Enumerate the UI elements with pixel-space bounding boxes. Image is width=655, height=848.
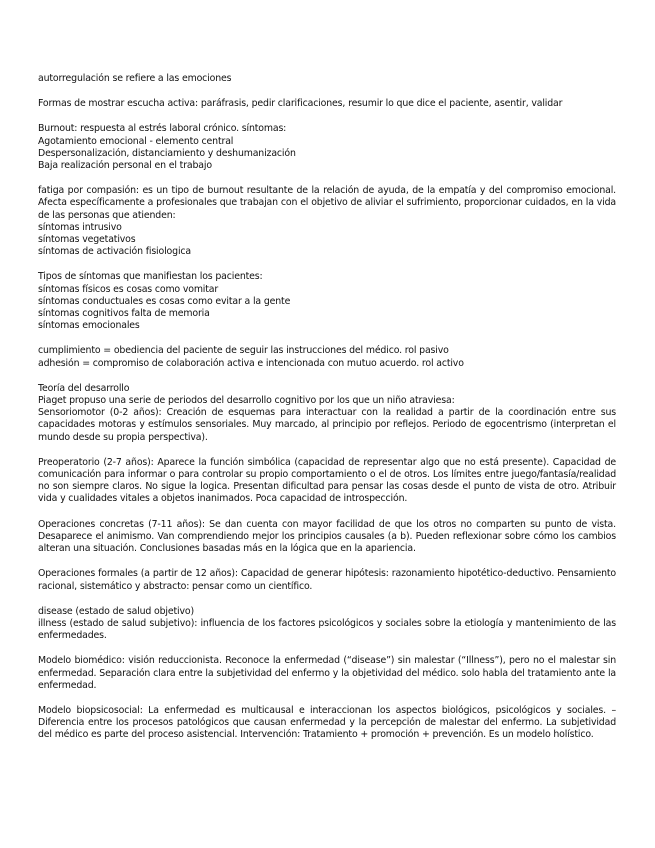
- paragraph-burnout: [38, 123, 616, 172]
- paragraph-tipos-sintomas: [38, 271, 616, 332]
- paragraph-preoperatorio: Preoperatorio (2-7 años): Aparece la función simbólica (capacidad de representar algo que no está presente). Capacidad de comunicación para informar o para controlar su propio comportamiento o el de otros. Los límites entre juego/fantasía/realidad no son siempre claros. No sigue la logica. Presentan dificultad para pensar las cosas desde el punto de vista de otro. Atribuir vida y cualidades vitales a objetos inanimados. Poca capacidad de introspección.: [38, 456, 616, 505]
- paragraph-escucha-activa: [38, 98, 616, 110]
- text-line: Formas de mostrar escucha activa: paráfrasis, pedir clarificaciones, resumir lo que dice el paciente, asentir, validar: [38, 98, 563, 110]
- text-block: Sensoriomotor (0-2 años): Creación de esquemas para interactuar con la realidad a partir de la coordinación entre sus capacidades motoras y estímulos sensoriales. Muy marcado, al principio por reflejos. Periodo de egocentrismo (interpretan el mundo desde su propia perspectiva).: [38, 407, 616, 443]
- text-line: Tipos de síntomas que manifiestan los pacientes:: [38, 271, 263, 283]
- text-line: síntomas físicos es cosas como vomitar: [38, 283, 219, 295]
- text-line: síntomas de activación fisiologica: [38, 246, 191, 258]
- text-line: adhesión = compromiso de colaboración activa e intencionada con mutuo acuerdo. rol activo: [38, 357, 464, 369]
- text-line: síntomas cognitivos falta de memoria: [38, 308, 210, 320]
- document-page: [38, 73, 616, 755]
- paragraph-operaciones-concretas: Operaciones concretas (7-11 años): Se dan cuenta con mayor facilidad de que los otros no comparten su punto de vista. Desaparece el animismo. Van comprendiendo mejor los principios causales (a b). Pueden reflexionar sobre cómo los cambios alteran una situación. Conclusiones basadas más en la lógica que en la apariencia.: [38, 518, 616, 555]
- text-line: cumplimiento = obediencia del paciente de seguir las instrucciones del médico. rol pasivo: [38, 345, 449, 357]
- paragraph-operaciones-formales: Operaciones formales (a partir de 12 años): Capacidad de generar hipótesis: razonamiento hipotético-deductivo. Pensamiento racional, sistemático y abstracto: pensar como un científico.: [38, 568, 616, 592]
- text-line: Baja realización personal en el trabajo: [38, 160, 212, 172]
- paragraph-modelo-biomedico: Modelo biomédico: visión reduccionista. Reconoce la enfermedad (“disease”) sin malestar (“Illness”), pero no el malestar sin enfermedad. Separación clara entre la subjetividad del enfermo y la objetividad del médico. solo habla del tratamiento ante la enfermedad.: [38, 655, 616, 691]
- text-line: autorregulación se refiere a las emociones: [38, 73, 232, 84]
- text-line: disease (estado de salud objetivo): [38, 605, 194, 617]
- text-line: Teoría del desarrollo: [38, 382, 130, 394]
- text-line: Burnout: respuesta al estrés laboral crónico. síntomas:: [38, 123, 287, 135]
- paragraph-disease-illness: [38, 606, 616, 643]
- text-line: síntomas conductuales es cosas como evitar a la gente: [38, 295, 291, 307]
- paragraph-modelo-biopsicosocial: Modelo biopsicosocial: La enfermedad es multicausal e interaccionan los aspectos biológicos, psicológicos y sociales. – Diferencia entre los procesos patológicos que causan enfermedad y la percepción de malestar del enfermo. La subjetividad del médico es parte del proceso asistencial. Intervención: Tratamiento + promoción + prevención. Es un modelo holístico.: [38, 704, 616, 741]
- paragraph-cumplimiento: [38, 345, 616, 369]
- text-line: síntomas emocionales: [38, 320, 140, 332]
- text-line: síntomas intrusivo: [38, 221, 122, 233]
- text-block: illness (estado de salud subjetivo): influencia de los factores psicológicos y sociales sobre la etiología y mantenimiento de las enfermedades.: [38, 617, 616, 642]
- text-line: Despersonalización, distanciamiento y deshumanización: [38, 147, 296, 159]
- text-block: fatiga por compasión: es un tipo de burnout resultante de la relación de ayuda, de la empatía y del compromiso emocional. Afecta específicamente a profesionales que trabajan con el objetivo de aliviar el sufrimiento, proporcionar cuidados, en la vida de las personas que atienden:: [38, 185, 616, 221]
- paragraph-teoria-desarrollo: [38, 383, 616, 444]
- paragraph-fatiga-compasion: [38, 185, 616, 258]
- text-line: síntomas vegetativos: [38, 234, 136, 246]
- paragraph-autorregulacion: [38, 73, 616, 85]
- text-line: Piaget propuso una serie de periodos del desarrollo cognitivo por los que un niño atraviesa:: [38, 395, 455, 407]
- text-line: Agotamiento emocional - elemento central: [38, 135, 234, 147]
